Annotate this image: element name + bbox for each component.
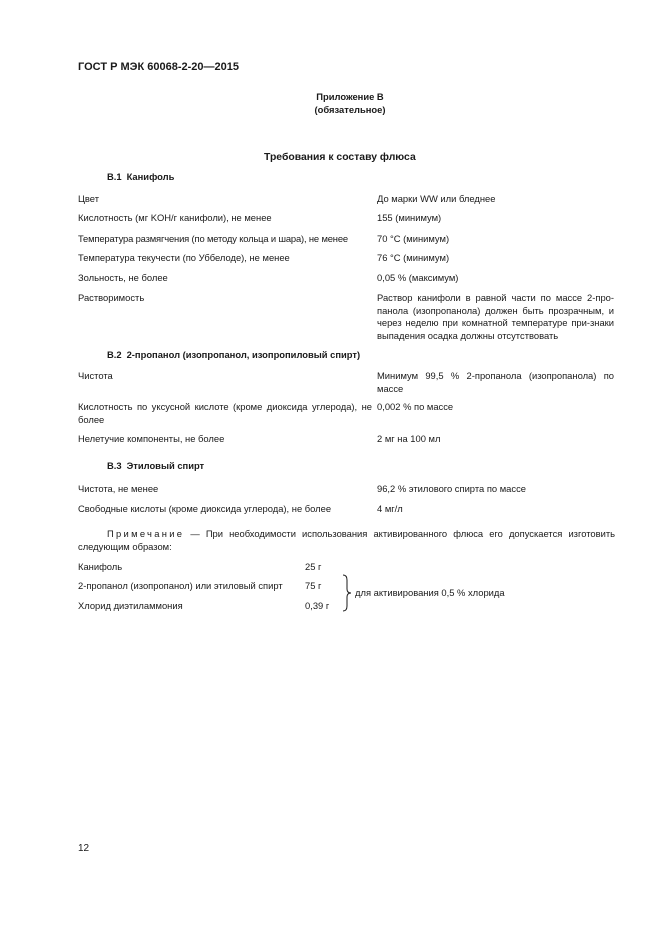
property-label: Растворимость: [78, 292, 145, 303]
property-value: 70 °С (минимум): [377, 233, 450, 244]
property-label: Цвет: [78, 193, 100, 204]
note-label: Примечание: [107, 528, 185, 539]
section-heading-b1: [107, 171, 174, 184]
property-label: Кислотность (мг KOH/г канифоли), не менее: [78, 212, 272, 223]
property-value: 96,2 % этилового спирта по массе: [377, 483, 526, 494]
property-label: Чистота: [78, 370, 113, 381]
requirements-title: Требования к составу флюса: [264, 152, 416, 163]
document-header: ГОСТ Р МЭК 60068-2-20—2015: [78, 61, 239, 73]
recipe-purpose: для активирования 0,5 % хлорида: [355, 587, 505, 598]
property-value: 2 мг на 100 мл: [377, 433, 441, 444]
property-label: Температура размягчения (по методу кольца и шара), не менее: [78, 233, 348, 244]
property-value: 4 мг/л: [377, 503, 403, 514]
property-value: Минимум 99,5 % 2-пропанола (изопропанола) по массе: [377, 370, 614, 394]
property-label: Свободные кислоты (кроме диоксида углерода), не более: [78, 503, 332, 514]
section-heading-b2: [107, 349, 360, 362]
recipe-item-amount: 0,39 г: [305, 600, 330, 611]
property-value: Раствор канифоли в равной части по массе 2-про-панола (изопропанола) должен быть прозрачным, и через неделю при комнатной температуре при-знаки выпадения осадка должны отсутствовать: [377, 292, 614, 341]
section-number: В.1: [107, 171, 122, 182]
property-label: Кислотность по уксусной кислоте (кроме диоксида углерода), не более: [78, 401, 372, 425]
property-label: Температура текучести (по Уббелоде), не менее: [78, 252, 290, 263]
page-number: 12: [78, 843, 90, 854]
recipe-item-amount: 25 г: [305, 561, 322, 572]
section-title: Канифоль: [126, 171, 175, 182]
section-number: В.2: [107, 349, 122, 360]
property-label: Чистота, не менее: [78, 483, 159, 494]
property-value: 0,002 % по массе: [377, 401, 454, 412]
recipe-item-name: 2-пропанол (изопропанол) или этиловый спирт: [78, 580, 283, 591]
section-title: Этиловый спирт: [126, 460, 205, 471]
property-value: До марки WW или бледнее: [377, 193, 496, 204]
property-label: Нелетучие компоненты, не более: [78, 433, 225, 444]
note-paragraph: [78, 528, 615, 553]
section-number: В.3: [107, 460, 122, 471]
section-heading-b3: [107, 460, 204, 473]
recipe-item-name: Хлорид диэтиламмония: [78, 600, 183, 611]
right-brace-icon: [341, 574, 353, 612]
property-label: Зольность, не более: [78, 272, 168, 283]
appendix-title: Приложение В: [316, 91, 384, 102]
recipe-item-name: Канифоль: [78, 561, 123, 572]
property-value: 0,05 % (максимум): [377, 272, 459, 283]
appendix-subtitle: (обязательное): [314, 104, 386, 115]
property-value: 76 °С (минимум): [377, 252, 450, 263]
section-title: 2-пропанол (изопропанол, изопропиловый спирт): [126, 349, 361, 360]
property-value: 155 (минимум): [377, 212, 442, 223]
note-text: — При необходимости использования активированного флюса его допускается изготовить следующим образом:: [78, 528, 615, 552]
recipe-item-amount: 75 г: [305, 580, 322, 591]
